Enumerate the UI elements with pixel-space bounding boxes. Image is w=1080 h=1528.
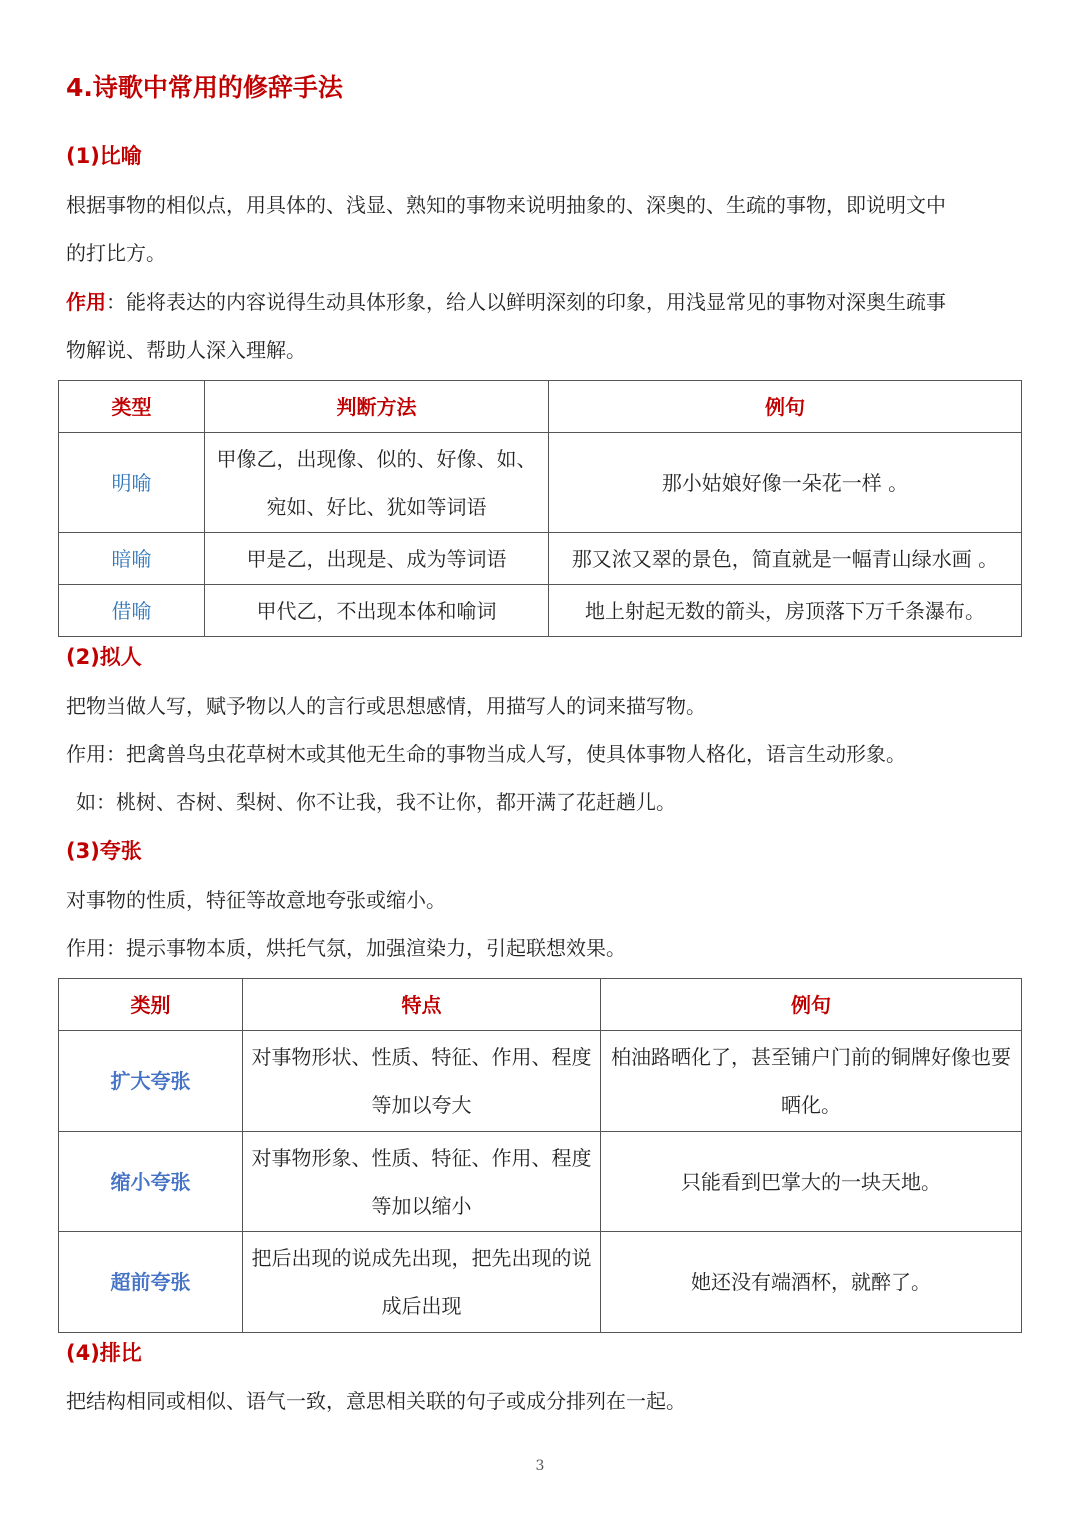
table-row — [59, 1031, 1022, 1132]
table-cell: 超前夸张 — [59, 1232, 243, 1333]
table-cell: 借喻 — [59, 585, 205, 637]
table-cell: 地上射起无数的箭头，房顶落下万千条瀑布。 — [549, 585, 1022, 637]
table-cell: 甲代乙，不出现本体和喻词 — [205, 585, 549, 637]
section-heading-personification: (2)拟人 — [66, 645, 142, 669]
table-cell: 明喻 — [59, 433, 205, 533]
paragraph: 把物当做人写，赋予物以人的言行或思想感情，用描写人的词来描写物。 — [66, 694, 706, 718]
paragraph — [66, 287, 946, 317]
page-title: 4.诗歌中常用的修辞手法 — [66, 73, 343, 102]
paragraph: 的打比方。 — [66, 241, 166, 265]
paragraph: 根据事物的相似点，用具体的、浅显、熟知的事物来说明抽象的、深奥的、生疏的事物，即说明文中 — [66, 193, 946, 217]
metaphor-table — [58, 380, 1022, 637]
effect-label: 作用 — [66, 290, 106, 314]
table-row — [59, 433, 1022, 533]
paragraph: 对事物的性质，特征等故意地夸张或缩小。 — [66, 888, 446, 912]
table-cell: 扩大夸张 — [59, 1031, 243, 1132]
table-cell: 那又浓又翠的景色，简直就是一幅青山绿水画 。 — [549, 533, 1022, 585]
table-cell: 缩小夸张 — [59, 1132, 243, 1232]
table-row — [59, 1132, 1022, 1232]
table-row — [59, 585, 1022, 637]
section-heading-hyperbole: (3)夸张 — [66, 839, 142, 863]
paragraph: 如：桃树、杏树、梨树、你不让我，我不让你，都开满了花赶趟儿。 — [76, 790, 676, 814]
table-cell: 对事物形状、性质、特征、作用、程度等加以夸大 — [243, 1031, 601, 1132]
section-heading-parallelism: (4)排比 — [66, 1341, 142, 1365]
hyperbole-table — [58, 978, 1022, 1333]
table-row — [59, 533, 1022, 585]
table-cell: 对事物形象、性质、特征、作用、程度等加以缩小 — [243, 1132, 601, 1232]
paragraph: 作用：提示事物本质，烘托气氛，加强渲染力，引起联想效果。 — [66, 936, 626, 960]
paragraph: 把结构相同或相似、语气一致，意思相关联的句子或成分排列在一起。 — [66, 1389, 686, 1413]
table-header: 类型 — [59, 381, 205, 433]
paragraph: 物解说、帮助人深入理解。 — [66, 338, 306, 362]
table-header: 类别 — [59, 979, 243, 1031]
table-cell: 暗喻 — [59, 533, 205, 585]
table-cell: 她还没有端酒杯，就醉了。 — [601, 1232, 1022, 1333]
table-cell: 把后出现的说成先出现，把先出现的说成后出现 — [243, 1232, 601, 1333]
effect-text: ：能将表达的内容说得生动具体形象，给人以鲜明深刻的印象，用浅显常见的事物对深奥生疏事 — [106, 290, 946, 314]
table-cell: 只能看到巴掌大的一块天地。 — [601, 1132, 1022, 1232]
table-cell: 柏油路晒化了，甚至铺户门前的铜牌好像也要晒化。 — [601, 1031, 1022, 1132]
paragraph: 作用：把禽兽鸟虫花草树木或其他无生命的事物当成人写，使具体事物人格化，语言生动形象。 — [66, 742, 906, 766]
table-cell: 甲像乙，出现像、似的、好像、如、宛如、好比、犹如等词语 — [205, 433, 549, 533]
table-header: 例句 — [549, 381, 1022, 433]
section-heading-metaphor: (1)比喻 — [66, 144, 142, 168]
table-header: 例句 — [601, 979, 1022, 1031]
table-row — [59, 1232, 1022, 1333]
table-cell: 那小姑娘好像一朵花一样 。 — [549, 433, 1022, 533]
table-header: 判断方法 — [205, 381, 549, 433]
page-number: 3 — [535, 1458, 545, 1474]
table-cell: 甲是乙，出现是、成为等词语 — [205, 533, 549, 585]
table-header: 特点 — [243, 979, 601, 1031]
